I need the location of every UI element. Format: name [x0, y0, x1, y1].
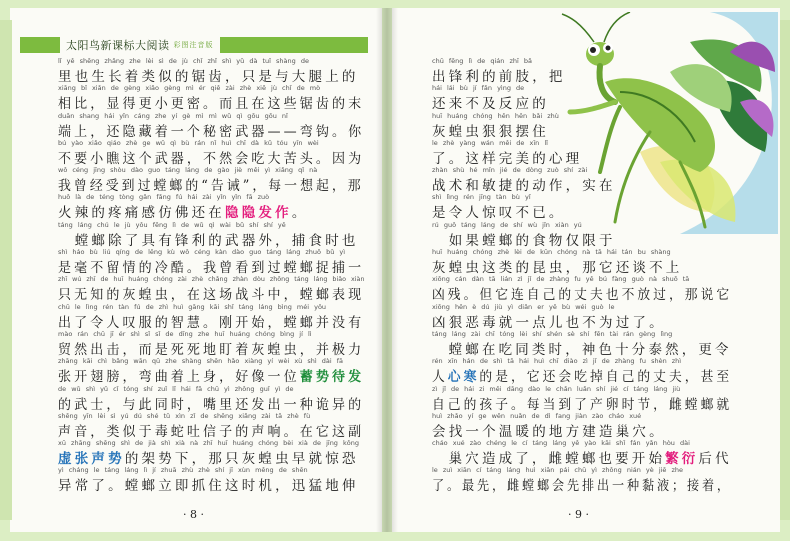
series-brand: [60, 35, 220, 55]
header-band: [20, 37, 368, 53]
pinyin-annotation: zhī wú zhī de huī huáng chóng zài zhè chǎng zhàn dòu zhōng táng láng biǎo xiàn: [58, 275, 365, 284]
text-segment: 还来不及反应的: [432, 96, 549, 113]
pinyin-annotation: bú yào xiǎo qiáo zhè ge wǔ qì bù rán nǐ huì chī dà kǔ tóu yīn wèi: [58, 138, 319, 147]
text-segment: 是毫不留情的冷酷。我曾看到过螳螂捉捕一: [58, 260, 365, 277]
pinyin-annotation: duān shang hái yǐn cáng zhe yí gè mì mì wǔ qì gōu gōu nǐ: [58, 111, 288, 120]
left-page-line: [58, 219, 364, 249]
right-binding-edge: [776, 20, 790, 520]
text-segment: 灰蝗虫狠狠摆住: [432, 123, 549, 140]
text-segment: 张开翅膀，弯曲着上身，好像一位: [58, 369, 300, 386]
highlighted-word: 隐隐发作: [225, 205, 292, 222]
praying-mantis-illustration: [560, 12, 778, 234]
left-page-text: [58, 55, 365, 495]
text-segment: 巢穴造成了，雌螳螂也要开始: [432, 451, 666, 468]
right-page-line: [432, 246, 732, 277]
pinyin-annotation: hái lái bù jí fǎn yìng de: [432, 84, 525, 93]
text-segment: 里也生长着类似的锯齿，只是与大腿上的: [58, 69, 359, 85]
series-title: 太阳鸟新课标大阅读: [66, 39, 170, 52]
pinyin-annotation: rú guǒ táng láng de shí wù jǐn xiàn yú: [432, 220, 582, 229]
pinyin-annotation: xiōng cán dàn tā lián zì jǐ de zhàng fu yě bú fàng guò nà shuō tā: [432, 275, 690, 284]
text-segment: 的是，它还会吃掉自己的丈夫，甚至: [479, 369, 733, 386]
text-segment: 螳螂在吃同类时，神色十分泰然，更令: [432, 341, 732, 358]
right-page-line: [432, 273, 733, 304]
book-gutter: [376, 8, 398, 532]
pinyin-annotation: huì zhǎo yí ge wēn nuǎn de dì fang jiàn zào cháo xué: [432, 411, 642, 420]
pinyin-annotation: zhàn shù hé mǐn jié de dòng zuò shí zài: [432, 166, 588, 175]
left-page-line: [58, 437, 364, 468]
pinyin-annotation: zhāng kāi chì bǎng wān qū zhe shàng shēn hǎo xiàng yí wèi xù shì dài fā: [58, 357, 343, 366]
pinyin-annotation: rén xīn hán de shì tā hái huì chī diào zì jǐ de zhàng fu shèn zhì: [432, 357, 682, 366]
text-segment: 自己的孩子。每当到了产卵时节，雌螳螂就: [432, 396, 733, 413]
text-segment: 火辣的疼痛感仿佛还在: [58, 205, 225, 222]
left-page-line: [58, 273, 365, 304]
highlighted-word: 繁衍: [665, 451, 699, 468]
text-segment: 贸然出击，而是死死地盯着灰蝗虫，并极力: [58, 341, 365, 358]
right-page-number: · 9 ·: [568, 508, 589, 521]
highlighted-word: 蓄势待发: [299, 369, 365, 386]
chinese-text: [58, 474, 359, 494]
text-segment: 。: [291, 205, 309, 222]
text-segment: 如果螳螂的食物仅限于: [432, 232, 616, 249]
left-page-line: [58, 464, 364, 495]
right-page-line: [432, 464, 732, 495]
left-page-line: [58, 246, 365, 277]
pinyin-annotation: huī huáng chóng hěn hěn bǎi zhù: [432, 111, 559, 120]
left-binding-edge: [0, 20, 28, 520]
pinyin-annotation: shì háo bù liú qíng de lěng kù wǒ céng kàn dào guo táng láng zhuō bǔ yì: [58, 248, 346, 257]
highlighted-word: 虚张声势: [58, 451, 125, 468]
text-segment: 了。最先，雌螳螂会先排出一种黏液；接着，: [432, 478, 732, 495]
text-segment: 的武士，与此同时，嘴里还发出一种诡异的: [58, 396, 365, 413]
pinyin-annotation: xiōng hěn è dú jiù yì diǎn er yě bù wéi guò le: [432, 302, 615, 311]
pinyin-annotation: cháo xué zào chéng le cí táng láng yě yào kāi shǐ fán yǎn hòu dài: [432, 439, 690, 448]
pinyin-annotation: yì cháng le táng láng lì jí zhuā zhù zhè shí jī xùn měng de shēn: [58, 466, 308, 475]
pinyin-annotation: chū fēng lì de qián zhī bǎ: [432, 57, 532, 65]
left-page-line: [58, 301, 365, 331]
pinyin-annotation: táng láng zài chī tóng lèi shí shén sè shí fēn tài rán gèng lìng: [432, 329, 673, 338]
left-page-line: [58, 383, 365, 413]
right-page-line: [432, 328, 732, 358]
text-segment: 只无知的灰蝗虫，在这场战斗中，螳螂表现: [58, 287, 365, 304]
text-segment: 端上，还隐藏着一个秘密武器——弯钩。你: [58, 123, 365, 140]
pinyin-annotation: shì lìng rén jīng tàn bù yǐ: [432, 193, 531, 202]
text-segment: 相比，显得更小更密。而且在这些锯齿的末: [58, 96, 365, 113]
series-subtitle: 彩图注音版: [173, 41, 214, 49]
right-page-line: [432, 355, 733, 386]
left-page-line: [58, 82, 365, 113]
pinyin-annotation: chū le lìng rén tàn fú de zhì huì gāng kāi shǐ táng láng bìng méi yǒu: [58, 302, 327, 311]
text-segment: 凶狠恶毒就一点儿也不为过了。: [432, 314, 666, 331]
pinyin-annotation: le zuì xiān cí táng láng huì xiān pái chū yì zhǒng nián yè jiē zhe: [432, 466, 684, 475]
pinyin-annotation: mào rán chū jī ér shì sǐ sǐ de dīng zhe huī huáng chóng bìng jí lì: [58, 329, 312, 338]
right-page-line: [432, 410, 732, 440]
pinyin-annotation: shēng yīn lèi sì yú dú shé tǔ xìn zǐ de shēng xiǎng zài tā zhè fù: [58, 411, 311, 420]
right-page-line: [432, 301, 732, 331]
right-page-line: [432, 383, 733, 413]
pinyin-annotation: táng láng chú le jù yǒu fēng lì de wǔ qì wài bǔ shí shí yě: [58, 220, 286, 229]
pinyin-annotation: le zhè yàng wán měi de xīn lǐ: [432, 138, 548, 147]
left-page-line: [58, 355, 365, 386]
pinyin-annotation: wǒ céng jīng shòu dào guo táng láng de gào jiè měi yì xiǎng qǐ nà: [58, 166, 318, 175]
text-segment: 是令人惊叹不已。: [432, 205, 566, 222]
pinyin-annotation: zì jǐ de hái zi měi dāng dào le chǎn luǎn shí jié cí táng láng jiù: [432, 384, 681, 393]
text-segment: 了。这样完美的心理: [432, 150, 583, 167]
left-page-number: · 8 ·: [183, 508, 204, 521]
pinyin-annotation: xiāng bǐ xiǎn de gèng xiǎo gèng mì ér qiě zài zhè xiē jù chǐ de mò: [58, 84, 321, 93]
text-segment: 后代: [698, 451, 732, 468]
left-page-line: [58, 191, 364, 222]
text-segment: 出锋利的前肢，把: [432, 69, 566, 85]
text-segment: 凶残。但它连自己的丈夫也不放过，那说它: [432, 287, 733, 304]
text-segment: 战术和敏捷的动作，实在: [432, 178, 616, 195]
text-segment: 异常了。螳螂立即抓住这时机，迅猛地伸: [58, 478, 359, 495]
text-segment: 的架势下，那只灰蝗虫早就惊恐: [124, 451, 359, 468]
pinyin-annotation: xū zhāng shēng shì de jià shì xià nà zhī huī huáng chóng bèi xià de jīng kǒng: [58, 439, 359, 448]
left-page-line: [58, 55, 364, 85]
left-page-line: [58, 110, 365, 140]
highlighted-word: 心寒: [447, 369, 480, 386]
left-page-line: [58, 410, 365, 440]
text-segment: 人: [432, 369, 448, 386]
right-page-line: [432, 437, 732, 468]
text-segment: 不要小瞧这个武器，不然会吃大苦头。因为: [58, 150, 365, 167]
left-page-line: [58, 328, 365, 358]
pinyin-annotation: lǐ yě shēng zhǎng zhe lèi sì de jù chǐ zhǐ shì yǔ dà tuǐ shàng de: [58, 57, 309, 65]
left-page-line: [58, 137, 365, 167]
text-segment: 灰蝗虫这类的昆虫，那它还谈不上: [432, 260, 683, 277]
pinyin-annotation: huǒ là de téng tòng gǎn fǎng fú hái zài yǐn yǐn fā zuò: [58, 193, 270, 202]
chinese-text: [432, 474, 732, 494]
pinyin-annotation: de wǔ shì yǔ cǐ tóng shí zuǐ lǐ hái fā chū yì zhǒng guǐ yì de: [58, 384, 294, 393]
pinyin-annotation: huī huáng chóng zhè lèi de kūn chóng nà tā hái tán bu shàng: [432, 248, 671, 257]
text-segment: 会找一个温暖的地方建造巢穴。: [432, 423, 666, 440]
text-segment: 出了令人叹服的智慧。刚开始，螳螂并没有: [58, 314, 365, 331]
text-segment: 螳螂除了具有锋利的武器外，捕食时也: [58, 232, 359, 249]
text-segment: 我曾经受到过螳螂的“告诫”，每一想起，那: [58, 178, 364, 195]
left-page-line: [58, 164, 364, 195]
text-segment: 声音，类似于毒蛇吐信子的声响。在它这副: [58, 423, 365, 440]
